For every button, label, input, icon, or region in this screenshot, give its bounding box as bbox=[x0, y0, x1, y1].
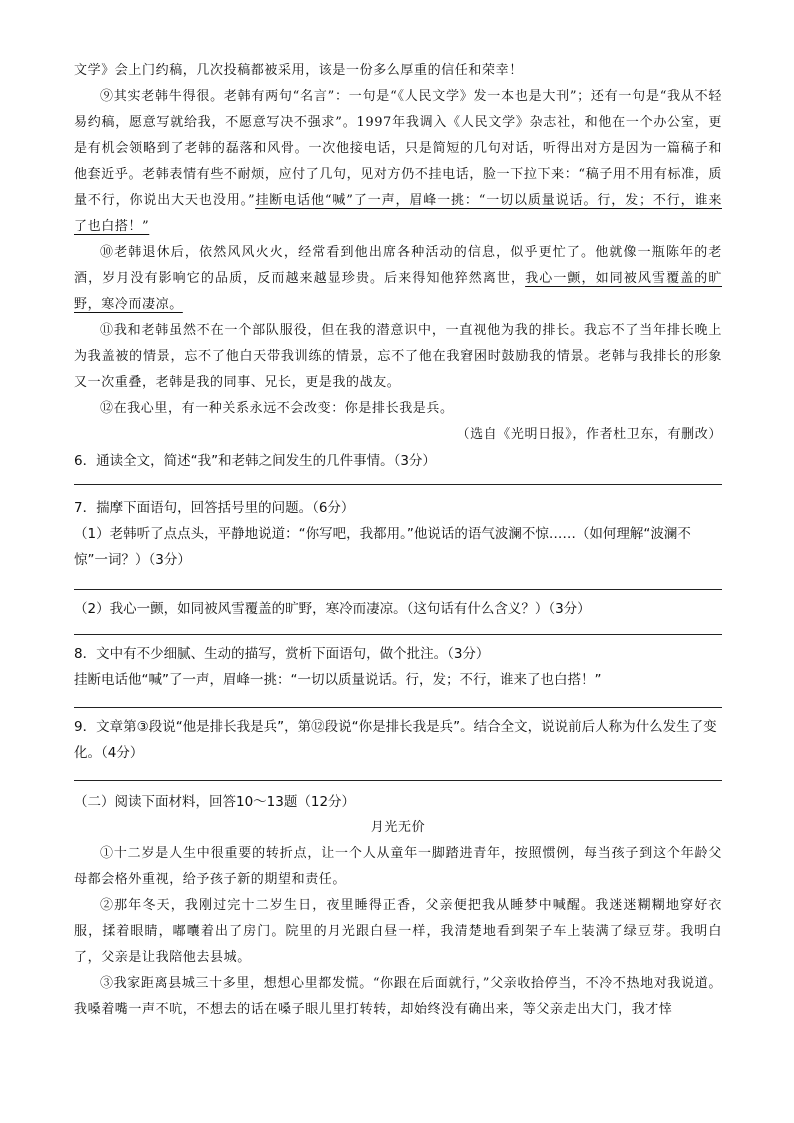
question-8: 8．文中有不少细腻、生动的描写，赏析下面语句，做个批注。（3分） bbox=[74, 646, 490, 662]
question-7-1: （1）老韩听了点点头，平静地说道：“你写吧，我都用。”他说话的语气波澜不惊……（如何理解“波澜不惊”一词？）（3分） bbox=[74, 526, 691, 568]
question-9: 9．文章第③段说“他是排长我是兵”，第⑫段说“你是排长我是兵”。结合全文，说说前后人称为什么发生了变化。（4分） bbox=[74, 719, 717, 761]
answer-line[interactable] bbox=[74, 780, 722, 781]
question-7: 7．揣摩下面语句，回答括号里的问题。（6分） bbox=[74, 500, 355, 516]
source-note: （选自《光明日报》，作者杜卫东，有删改） bbox=[456, 427, 722, 442]
answer-line[interactable] bbox=[74, 484, 722, 485]
answer-line[interactable] bbox=[74, 589, 722, 590]
passage-line: 文学》会上门约稿，几次投稿都被采用，该是一份多么厚重的信任和荣幸！ bbox=[74, 63, 523, 78]
passage-title: 月光无价 bbox=[370, 820, 426, 835]
answer-line[interactable] bbox=[74, 707, 722, 708]
underlined-sentence: 挂断电话他“喊”了一声，眉峰一挑：“一切以质量说话。行，发；不行，谁来了也白搭！” bbox=[74, 193, 722, 234]
paragraph-1: ①十二岁是人生中很重要的转折点，让一个人从童年一脚踏进青年，按照惯例，每当孩子到这个年龄父母都会格外重视，给予孩子新的期望和责任。 bbox=[74, 846, 722, 887]
underlined-sentence: 我心一颤，如同被风雪覆盖的旷野，寒冷而凄凉。 bbox=[74, 271, 722, 312]
answer-line[interactable] bbox=[74, 634, 722, 635]
question-6: 6．通读全文，简述“我”和老韩之间发生的几件事情。（3分） bbox=[74, 453, 436, 469]
section-2-heading: （二）阅读下面材料，回答10～13题（12分） bbox=[74, 794, 356, 810]
paragraph-12: ⑫在我心里，有一种关系永远不会改变：你是排长我是兵。 bbox=[100, 401, 454, 416]
paragraph-10 bbox=[74, 240, 722, 318]
exam-page bbox=[74, 58, 722, 1023]
passage-two bbox=[74, 815, 722, 1023]
question-7-2: （2）我心一颤，如同被风雪覆盖的旷野，寒冷而凄凉。（这句话有什么含义？）（3分） bbox=[74, 601, 591, 617]
paragraph-3: ③我家距离县城三十多里，想想心里都发慌。“你跟在后面就行，”父亲收拾停当，不冷不热地对我说道。我嗓着嘴一声不吭，不想去的话在嗓子眼儿里打转转，却始终没有确出来，等父亲走出大门，我才悻 bbox=[74, 976, 722, 1017]
passage-one bbox=[74, 58, 722, 448]
paragraph-9 bbox=[74, 84, 722, 240]
paragraph-2: ②那年冬天，我刚过完十二岁生日，夜里睡得正香，父亲便把我从睡梦中喊醒。我迷迷糊糊地穿好衣服，揉着眼睛，嘟囔着出了房门。院里的月光跟白昼一样，我清楚地看到架子车上装满了绿豆芽。我明白了，父亲是让我陪他去县城。 bbox=[74, 898, 722, 965]
paragraph-10-text: ⑩老韩退休后，依然风风火火，经常看到他出席各种活动的信息，似乎更忙了。他就像一瓶陈年的老酒，岁月没有影响它的品质，反而越来越显珍贵。后来得知他猝然离世， bbox=[74, 245, 722, 286]
question-8-quote: 挂断电话他“喊”了一声，眉峰一挑：“一切以质量说话。行，发；不行，谁来了也白搭！” bbox=[74, 672, 602, 688]
paragraph-11: ⑪我和老韩虽然不在一个部队服役，但在我的潜意识中，一直视他为我的排长。我忘不了当年排长晚上为我盖被的情景，忘不了他白天带我训练的情景，忘不了他在我窘困时鼓励我的情景。老韩与我排长的形象又一次重叠，老韩是我的同事、兄长，更是我的战友。 bbox=[74, 323, 722, 390]
questions bbox=[74, 448, 722, 815]
paragraph-9-text: ⑨其实老韩牛得很。老韩有两句“名言”：一句是“《人民文学》发一本也是大刊”；还有一句是“我从不轻易约稿，愿意写就给我，不愿意写决不强求”。1997年我调入《人民文学》杂志社，和他在一个办公室，更是有机会领略到了老韩的磊落和风骨。一次他接电话，只是简短的几句对话，听得出对方是因为一篇稿子和他套近乎。老韩表情有些不耐烦，应付了几句，见对方仍不挂电话，脸一下拉下来：“稿子用不用有标准，质量不行，你说出大天也没用。” bbox=[74, 89, 722, 208]
